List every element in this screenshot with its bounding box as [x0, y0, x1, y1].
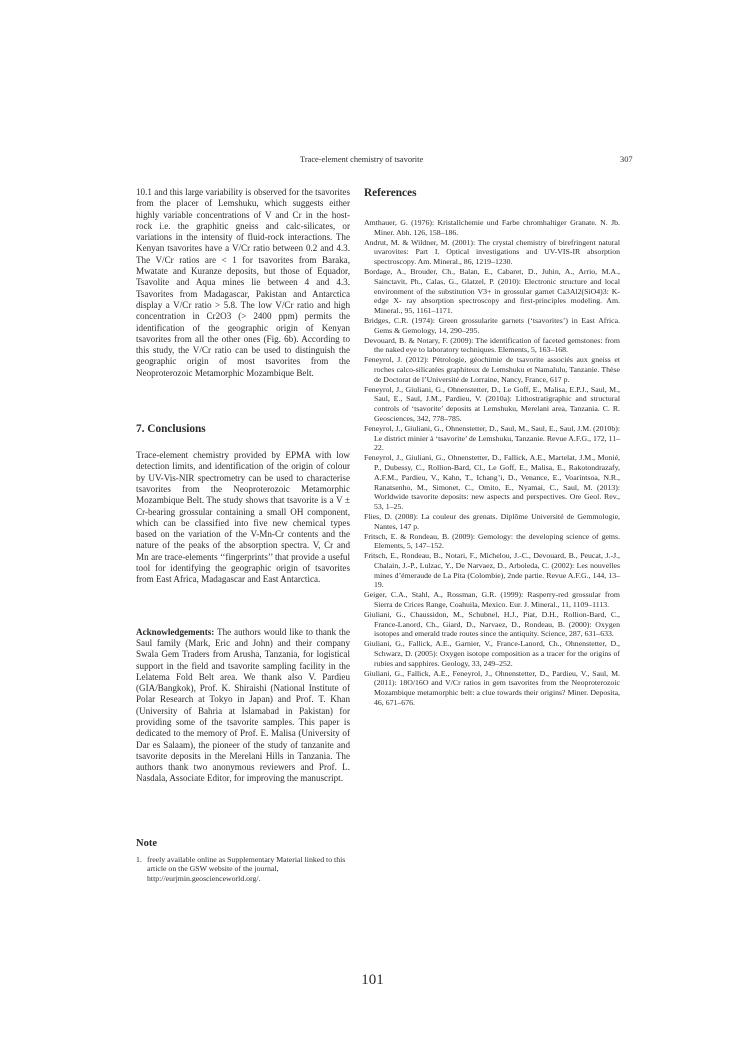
reference-item: Geiger, C.A., Stahl, A., Rossman, G.R. (1999): Rasperry-red grossular from Sierra de Crices Range, Coahuila, Mexico. Eur. J. Mineral., 11, 1109–1113.: [364, 590, 620, 610]
reference-item: Fritsch, E. & Rondeau, B. (2009): Gemology: the developing science of gems. Elements, 5, 147–152.: [364, 531, 620, 551]
conclusions-text: Trace-element chemistry provided by EPMA with low detection limits, and identification of the origin of colour by UV-Vis-NIR spectrometry can be used to characterise tsavorites from the Neoproterozoic Metamorphic Mozambique Belt. The study shows that tsavorite is a V ± Cr-bearing grossular containing a small OH component, which can be classified into five new chemical types based on the variation of the V-Mn-Cr contents and the nature of the peaks of the absorption spectra. V, Cr and Mn are trace-elements ‘‘fingerprints’’ that provide a useful tool for identifying the geographic origin of tsavorites from East Africa, Madagascar and East Antarctica.: [136, 450, 350, 585]
intro-paragraph: 10.1 and this large variability is observed for the tsavorites from the placer of Lemshuku, which suggests either highly variable concentrations of V and Cr in the host-rock i.e. the graphitic gneiss and calc-silicates, or variations in the intensity of fluid-rock interactions. The Kenyan tsavorites have a V/Cr ratio between 0.2 and 4.3. The V/Cr ratios are < 1 for tsavorites from Baraka, Mwatate and Kuranze deposits, but those of Equador, Tsavolite and Aqua mines lie between 4 and 4.3. Tsavorites from Madagascar, Pakistan and Antarctica display a V/Cr ratio > 5.8. The low V/Cr ratio and high concentration in Cr2O3 (> 2400 ppm) permits the identification of the geographic origin of Kenyan tsavorites from all the other ones (Fig. 6b). According to this study, the V/Cr ratio can be used to distinguish the geographic origin of most tsavorites from the Neoproterozoic Metamorphic Mozambique Belt.: [136, 187, 350, 378]
left-column: [136, 187, 350, 884]
note-number: 1.: [136, 854, 142, 864]
page-number: 307: [620, 155, 633, 164]
acknowledgements-label: Acknowledgements:: [136, 626, 215, 637]
note-item: [136, 855, 350, 884]
reference-item: Devouard, B. & Notary, F. (2009): The identification of faceted gemstones: from the naked eye to laboratory techniques. Elements, 5, 163–168.: [364, 335, 620, 355]
reference-item: Bordage, A., Brouder, Ch., Balan, E., Cabaret, D., Juhin, A., Arrio, M.A., Sainctavit, Ph., Calas, G., Glatzel, P. (2010): Electronic structure and local environment of the substitution V3+ in grossular garnet Ca3Al2(SiO4)3: K-edge X- ray absorption spectroscopy and first-principles modeling. Am. Mineral., 95, 1161–1171.: [364, 266, 620, 316]
references-heading: References: [364, 187, 417, 199]
reference-list: [364, 218, 620, 708]
reference-item: Feneyrol, J., Giuliani, G., Ohnenstetter, D., Saul, M., Saul, E., Saul, J.M. (2010b): Le district minier à ‘tsavorite’ de Lemshuku, Tanzanie. Revue A.F.G., 172, 11–22.: [364, 423, 620, 453]
reference-item: Giuliani, G., Chaussidon, M., Schubnel, H.J., Piat, D.H., Rollion-Bard, C., France-Lanord, Ch., Giard, D., Narvaez, D., Rondeau, B. (2000): Oxygen isotopes and emerald trade routes since the antiquity. Science, 287, 631–633.: [364, 609, 620, 639]
running-title: Trace-element chemistry of tsavorite: [300, 155, 424, 164]
acknowledgements-text: The authors would like to thank the Saul family (Mark, Eric and John) and their company Swala Gem Traders from Arusha, Tanzania, for logistical support in the field and tsavorite sampling facility in the Lelatema Fold Belt area. We thank also V. Pardieu (GIA/Bangkok), Prof. K. Shiraishi (National Institute of Polar Research at Tokyo in Japan) and Prof. T. Khan (University of Bahria at Islamabad in Pakistan) for providing some of the tsavorite samples. This paper is dedicated to the memory of Prof. E. Malisa (University of Dar es Salaam), the pioneer of the study of tanzanite and tsavorite deposits in the Merelani Hills in Tanzania. The authors thank two anonymous reviewers and Prof. L. Nasdala, Associate Editor, for improving the manuscript.: [136, 626, 350, 784]
note-text: freely available online as Supplementary Material linked to this article on the GSW website of the journal, http://eurjmin.geoscienceworld.org/.: [147, 854, 346, 883]
reference-item: Fritsch, E., Rondeau, B., Notari, F., Michelou, J.-C., Devouard, B., Peucat, J.-J., Chalain, J.-P., Lulzac, Y., De Narvaez, D., Arboleda, C. (2002): Les nouvelles mines d’émeraude de La Pita (Colombie), 2nde partie. Revue A.F.G., 144, 13–19.: [364, 551, 620, 590]
reference-item: Giuliani, G., Fallick, A.E., Feneyrol, J., Ohnenstetter, D., Pardieu, V., Saul, M. (2011): 18O/16O and V/Cr ratios in gem tsavorites from the Neoproterozoic Mozambique metamorphic belt: a clue towards their origins? Miner. Deposita, 46, 671–676.: [364, 668, 620, 708]
reference-item: Amthauer, G. (1976): Kristallchemie und Farbe chromhaltiger Granate. N. Jb. Miner. Abh. 126, 158–186.: [364, 218, 620, 237]
acknowledgements: [136, 627, 350, 785]
reference-item: Giuliani, G., Fallick, A.E., Garnier, V., France-Lanord, Ch., Ohnenstetter, D., Schwarz, D. (2005): Oxygen isotope composition as a tracer for the origins of rubies and sapphires. Geology, 33, 249–252.: [364, 639, 620, 668]
reference-item: Flies, D. (2008): La couleur des grenats. Diplôme Université de Gemmologie, Nantes, 147 p.: [364, 511, 620, 531]
note-heading: Note: [136, 837, 157, 849]
reference-item: Feneyrol, J., Giuliani, G., Ohnenstetter, D., Fallick, A.E., Martelat, J.M., Monié, P., Dubessy, C., Rollion-Bard, Cl., Le Goff, E., Malisa, E., Rakotondrazafy, A.F.M., Pardieu, V., Kahn, T., Ichang’i, D., Venance, E., Voarintsoa, N.R., Ranatsenho, M., Simonet, C., Omito, E., Nyamai, C., Saul, M. (2013): Worldwide tsavorite deposits: new aspects and perspectives. Ore Geol. Rev., 53, 1–25.: [364, 453, 620, 512]
conclusions-heading: 7. Conclusions: [136, 423, 206, 436]
reference-item: Bridges, C.R. (1974): Green grossularite garnets (‘tsavorites’) in East Africa. Gems & Gemology, 14, 290–295.: [364, 315, 620, 335]
reference-item: Feneyrol, J. (2012): Pétrologie, géochimie de tsavorite associés aux gneiss et roches calco-silicatées graphiteux de Lemshuku et Namalulu, Tanzanie. Thèse de Doctorat de l’Université de Lorraine, Nancy, France, 617 p.: [364, 355, 620, 384]
reference-item: Feneyrol, J., Giuliani, G., Ohnenstetter, D., Le Goff, E., Malisa, E.P.J., Saul, M., Saul, E., Saul, J.M., Pardieu, V. (2010a): Lithostratigraphic and structural controls of ‘tsavorite’ deposits at Lemshuku, Merelani area, Tanzania. C. R. Geosciences, 342, 778–785.: [364, 384, 620, 423]
reference-item: Andrut, M. & Wildner, M. (2001): The crystal chemistry of birefringent natural uvarovites: Part I. Optical investigations and UV-VIS-IR absorption spectroscopy. Am. Mineral., 86, 1219–1230.: [364, 237, 620, 267]
right-column: [364, 187, 620, 708]
footer-page-number: 101: [361, 972, 384, 988]
